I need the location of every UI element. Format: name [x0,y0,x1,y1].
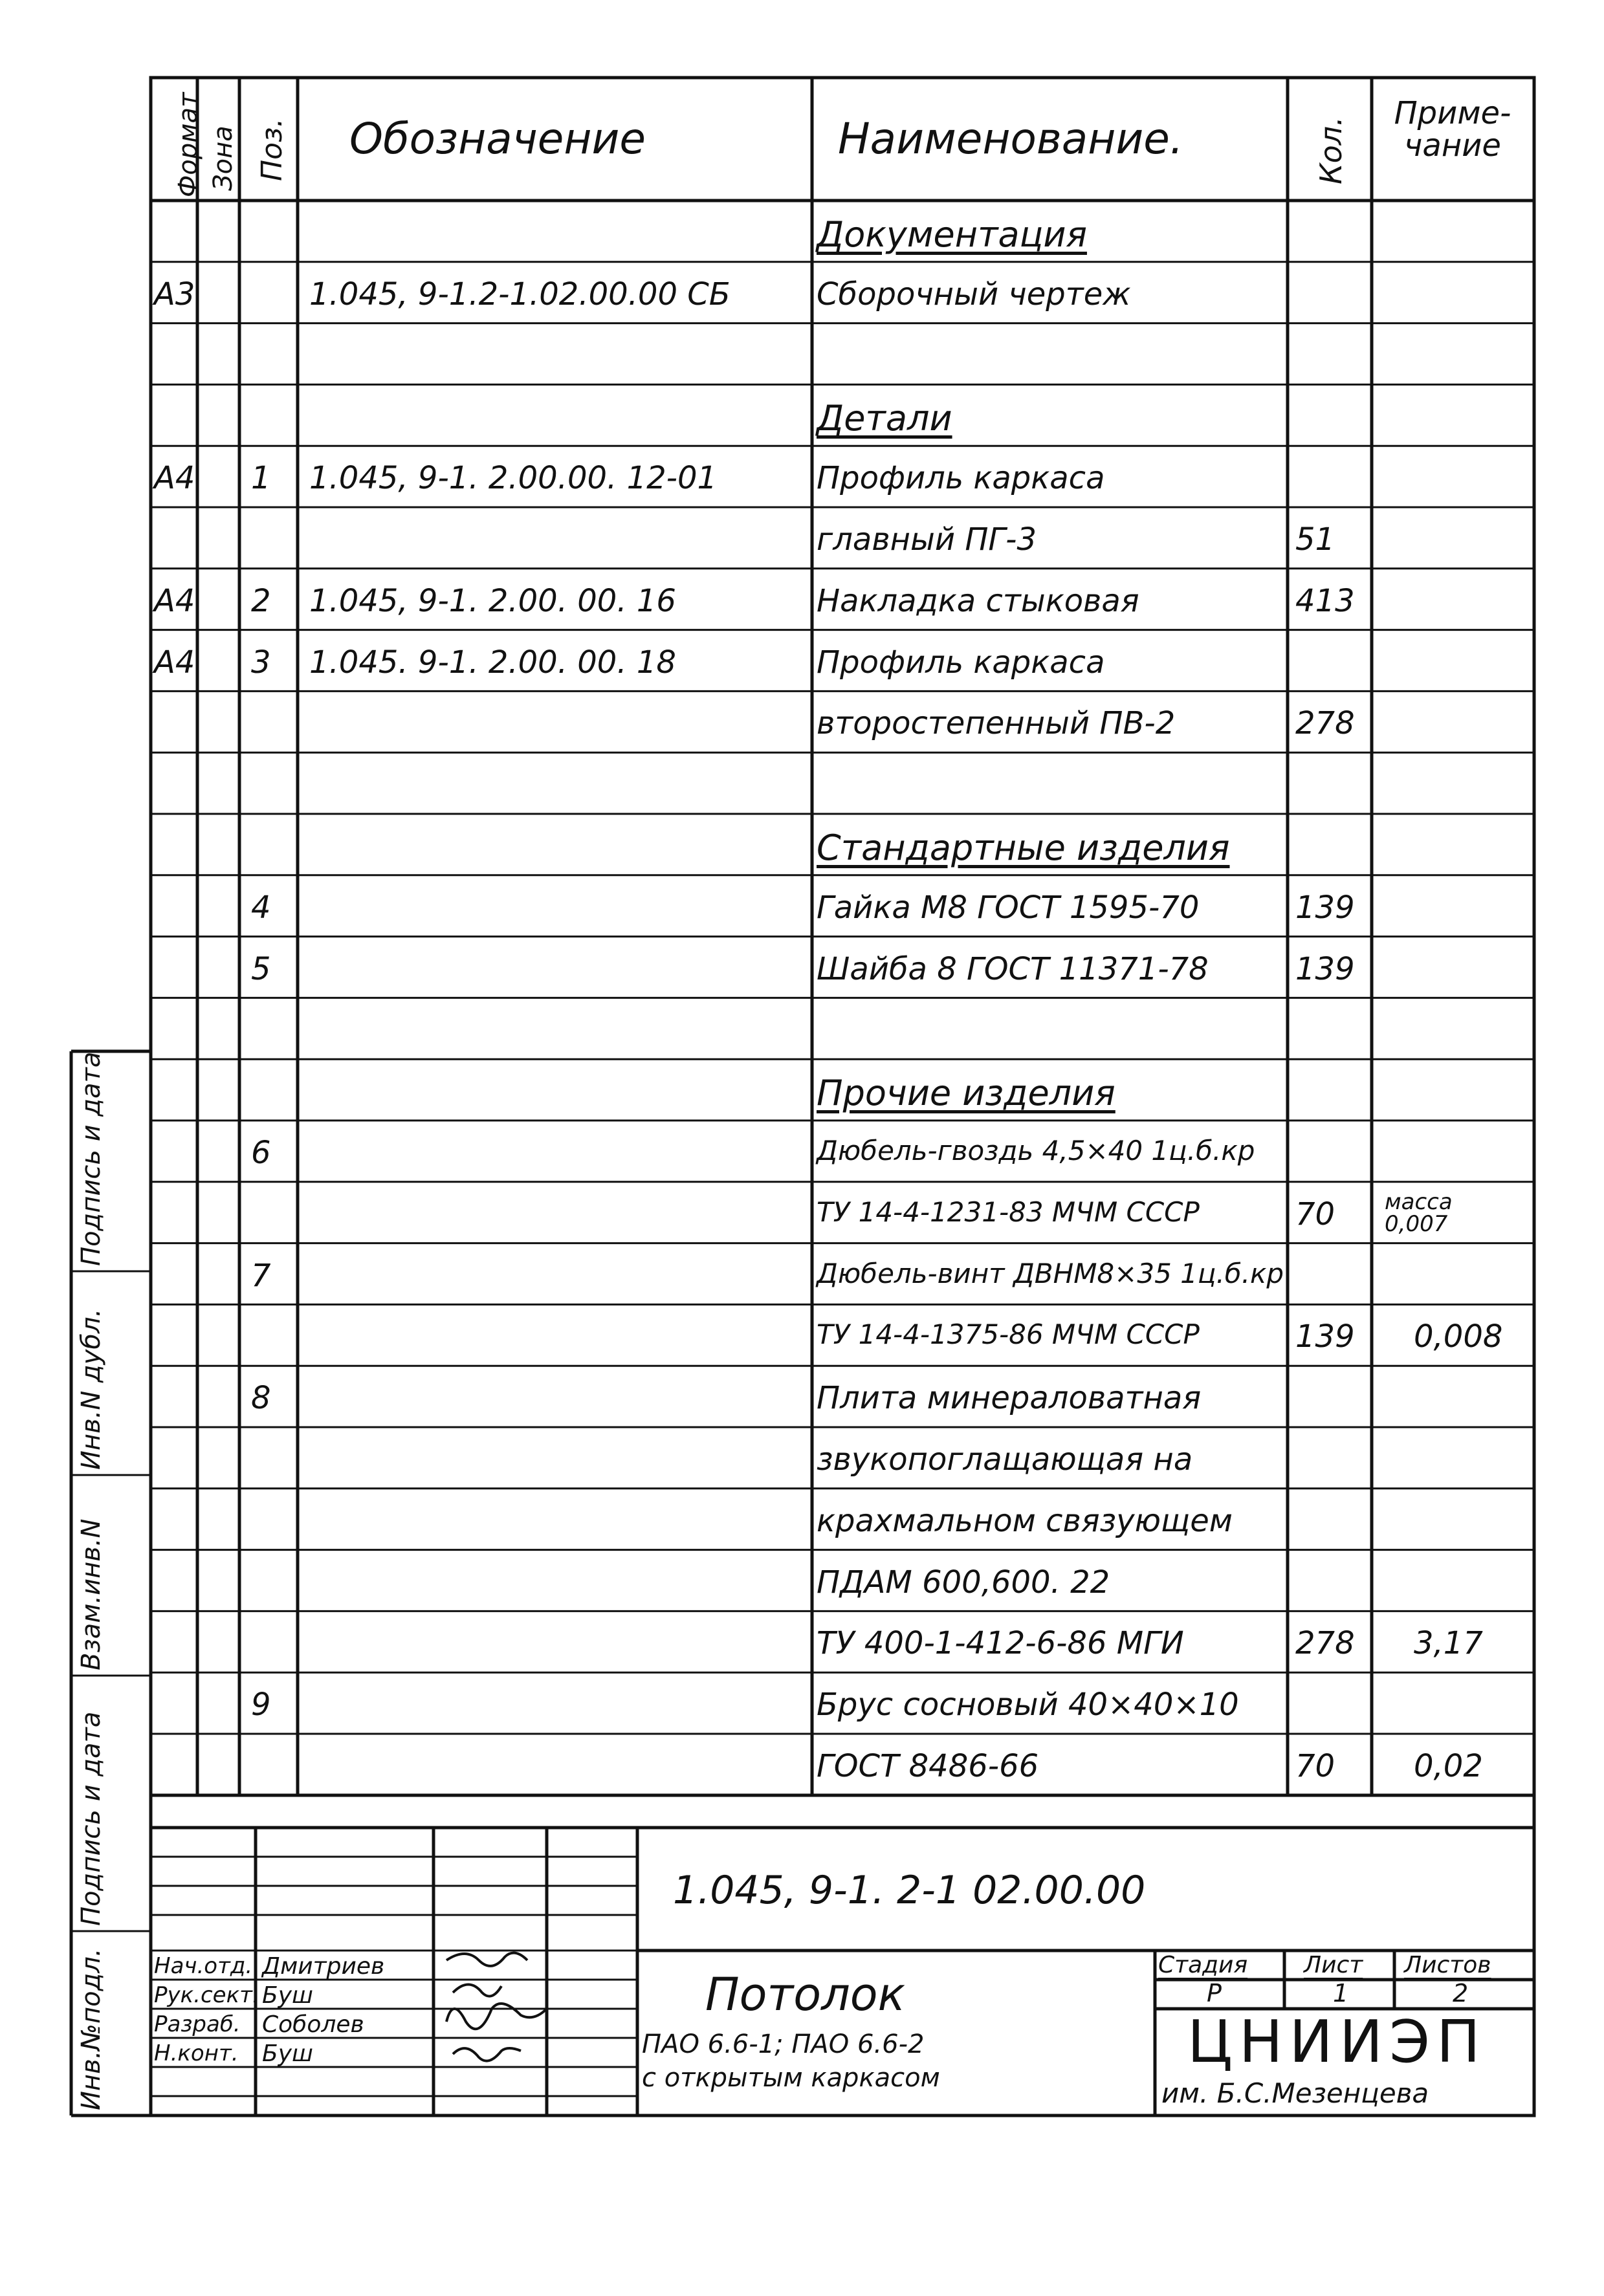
header-pos: Поз. [256,118,289,181]
cell-name: Профиль каркаса [817,460,1105,497]
header-qty: Кол. [1313,116,1348,184]
cell-pos: 6 [251,1135,271,1171]
document-subtitle-2: с открытым каркасом [642,2063,940,2093]
cell-name: Гайка М8 ГОСТ 1595-70 [817,889,1200,926]
signer-name: Соболев [262,2011,364,2038]
cell-qty: 139 [1295,1318,1355,1355]
cell-name: Стандартные изделия [817,827,1230,868]
side-label: Подпись и дата [76,1711,106,1926]
cell-name: ТУ 14-4-1375-86 МЧМ СССР [817,1318,1200,1351]
cell-name: Дюбель-винт ДВНМ8×35 1ц.б.кр [817,1257,1284,1289]
stage-label: Стадия [1158,1952,1248,1978]
cell-qty: 70 [1295,1748,1335,1784]
organization-subname: им. Б.С.Мезенцева [1161,2077,1429,2109]
cell-pos: 3 [251,644,271,681]
signer-role: Рук.сект. [154,1982,259,2008]
cell-qty: 139 [1295,950,1355,987]
cell-format: А3 [154,276,195,312]
cell-qty: 70 [1295,1196,1335,1232]
cell-name: Детали [817,398,952,439]
signer-role: Разраб. [154,2011,241,2037]
signer-role: Н.конт. [154,2040,239,2066]
document-subtitle-1: ПАО 6.6-1; ПАО 6.6-2 [642,2029,925,2059]
cell-format: А4 [154,460,195,497]
cell-name: Накладка стыковая [817,582,1139,619]
cell-note: 3,17 [1414,1625,1483,1662]
sheet-value: 1 [1333,1979,1349,2007]
signature-1 [446,1953,527,1966]
cell-name: Сборочный чертеж [817,276,1131,312]
cell-name: Плита минераловатная [817,1380,1202,1417]
cell-name: второстепенный ПВ-2 [817,705,1176,742]
stage-value: Р [1207,1979,1222,2007]
document-title: Потолок [705,1968,905,2021]
cell-name: ПДАМ 600,600. 22 [817,1564,1110,1601]
cell-designation: 1.045, 9-1. 2.00. 00. 16 [309,582,676,619]
document-code: 1.045, 9-1. 2-1 02.00.00 [673,1868,1146,1913]
cell-format: А4 [154,644,195,681]
sheets-value: 2 [1453,1979,1469,2007]
cell-pos: 1 [251,460,271,497]
side-label: Инв.№подл. [76,1948,106,2110]
cell-designation: 1.045. 9-1. 2.00. 00. 18 [309,644,676,681]
cell-qty: 139 [1295,889,1355,926]
cell-note: 0,008 [1414,1318,1503,1355]
header-zone: Зона [208,126,238,191]
signature-3 [446,2004,547,2029]
header-designation: Обозначение [349,114,646,164]
cell-name: ТУ 400-1-412-6-86 МГИ [817,1625,1184,1662]
cell-name: ГОСТ 8486-66 [817,1748,1039,1784]
signer-name: Буш [262,1982,313,2009]
cell-format: А4 [154,582,195,619]
cell-pos: 7 [251,1257,271,1294]
side-label: Инв.N дубл. [76,1308,106,1470]
organization-name: ЦНИИЭП [1187,2008,1487,2076]
cell-pos: 9 [251,1687,271,1723]
side-label: Взам.инв.N [76,1518,106,1670]
cell-pos: 2 [251,582,271,619]
header-name: Наименование. [838,114,1183,164]
cell-name: ТУ 14-4-1231-83 МЧМ СССР [817,1196,1200,1228]
cell-designation: 1.045, 9-1.2-1.02.00.00 СБ [309,276,731,312]
sheets-label: Листов [1404,1952,1491,1978]
cell-qty: 51 [1295,521,1335,558]
cell-qty: 413 [1295,582,1355,619]
cell-name: Дюбель-гвоздь 4,5×40 1ц.б.кр [817,1135,1255,1166]
side-label: Подпись и дата [76,1051,106,1266]
cell-note: масса 0,007 [1385,1188,1453,1237]
cell-designation: 1.045, 9-1. 2.00.00. 12-01 [309,460,718,497]
cell-name: крахмальном связующем [817,1502,1233,1539]
cell-name: Шайба 8 ГОСТ 11371-78 [817,950,1209,987]
cell-name: Профиль каркаса [817,644,1105,681]
cell-name: Документация [817,214,1087,255]
cell-pos: 4 [251,889,271,926]
cell-qty: 278 [1295,705,1355,742]
signature-2 [453,1985,501,1996]
signer-name: Буш [262,2040,313,2067]
cell-name: главный ПГ-3 [817,521,1037,558]
signature-4 [453,2048,521,2061]
signer-name: Дмитриев [262,1953,385,1980]
signer-role: Нач.отд. [154,1953,253,1979]
signature-marks [446,1953,547,2061]
cell-pos: 8 [251,1380,271,1417]
cell-note: 0,02 [1414,1748,1483,1784]
sheet-label: Лист [1304,1952,1363,1978]
cell-qty: 278 [1295,1625,1355,1662]
cell-name: Брус сосновый 40×40×10 [817,1687,1239,1723]
cell-pos: 5 [251,950,271,987]
cell-name: звукопоглащающая на [817,1441,1193,1478]
header-note: Приме- чание [1394,95,1511,164]
cell-name: Прочие изделия [817,1073,1115,1114]
header-format: Формат [173,92,203,197]
